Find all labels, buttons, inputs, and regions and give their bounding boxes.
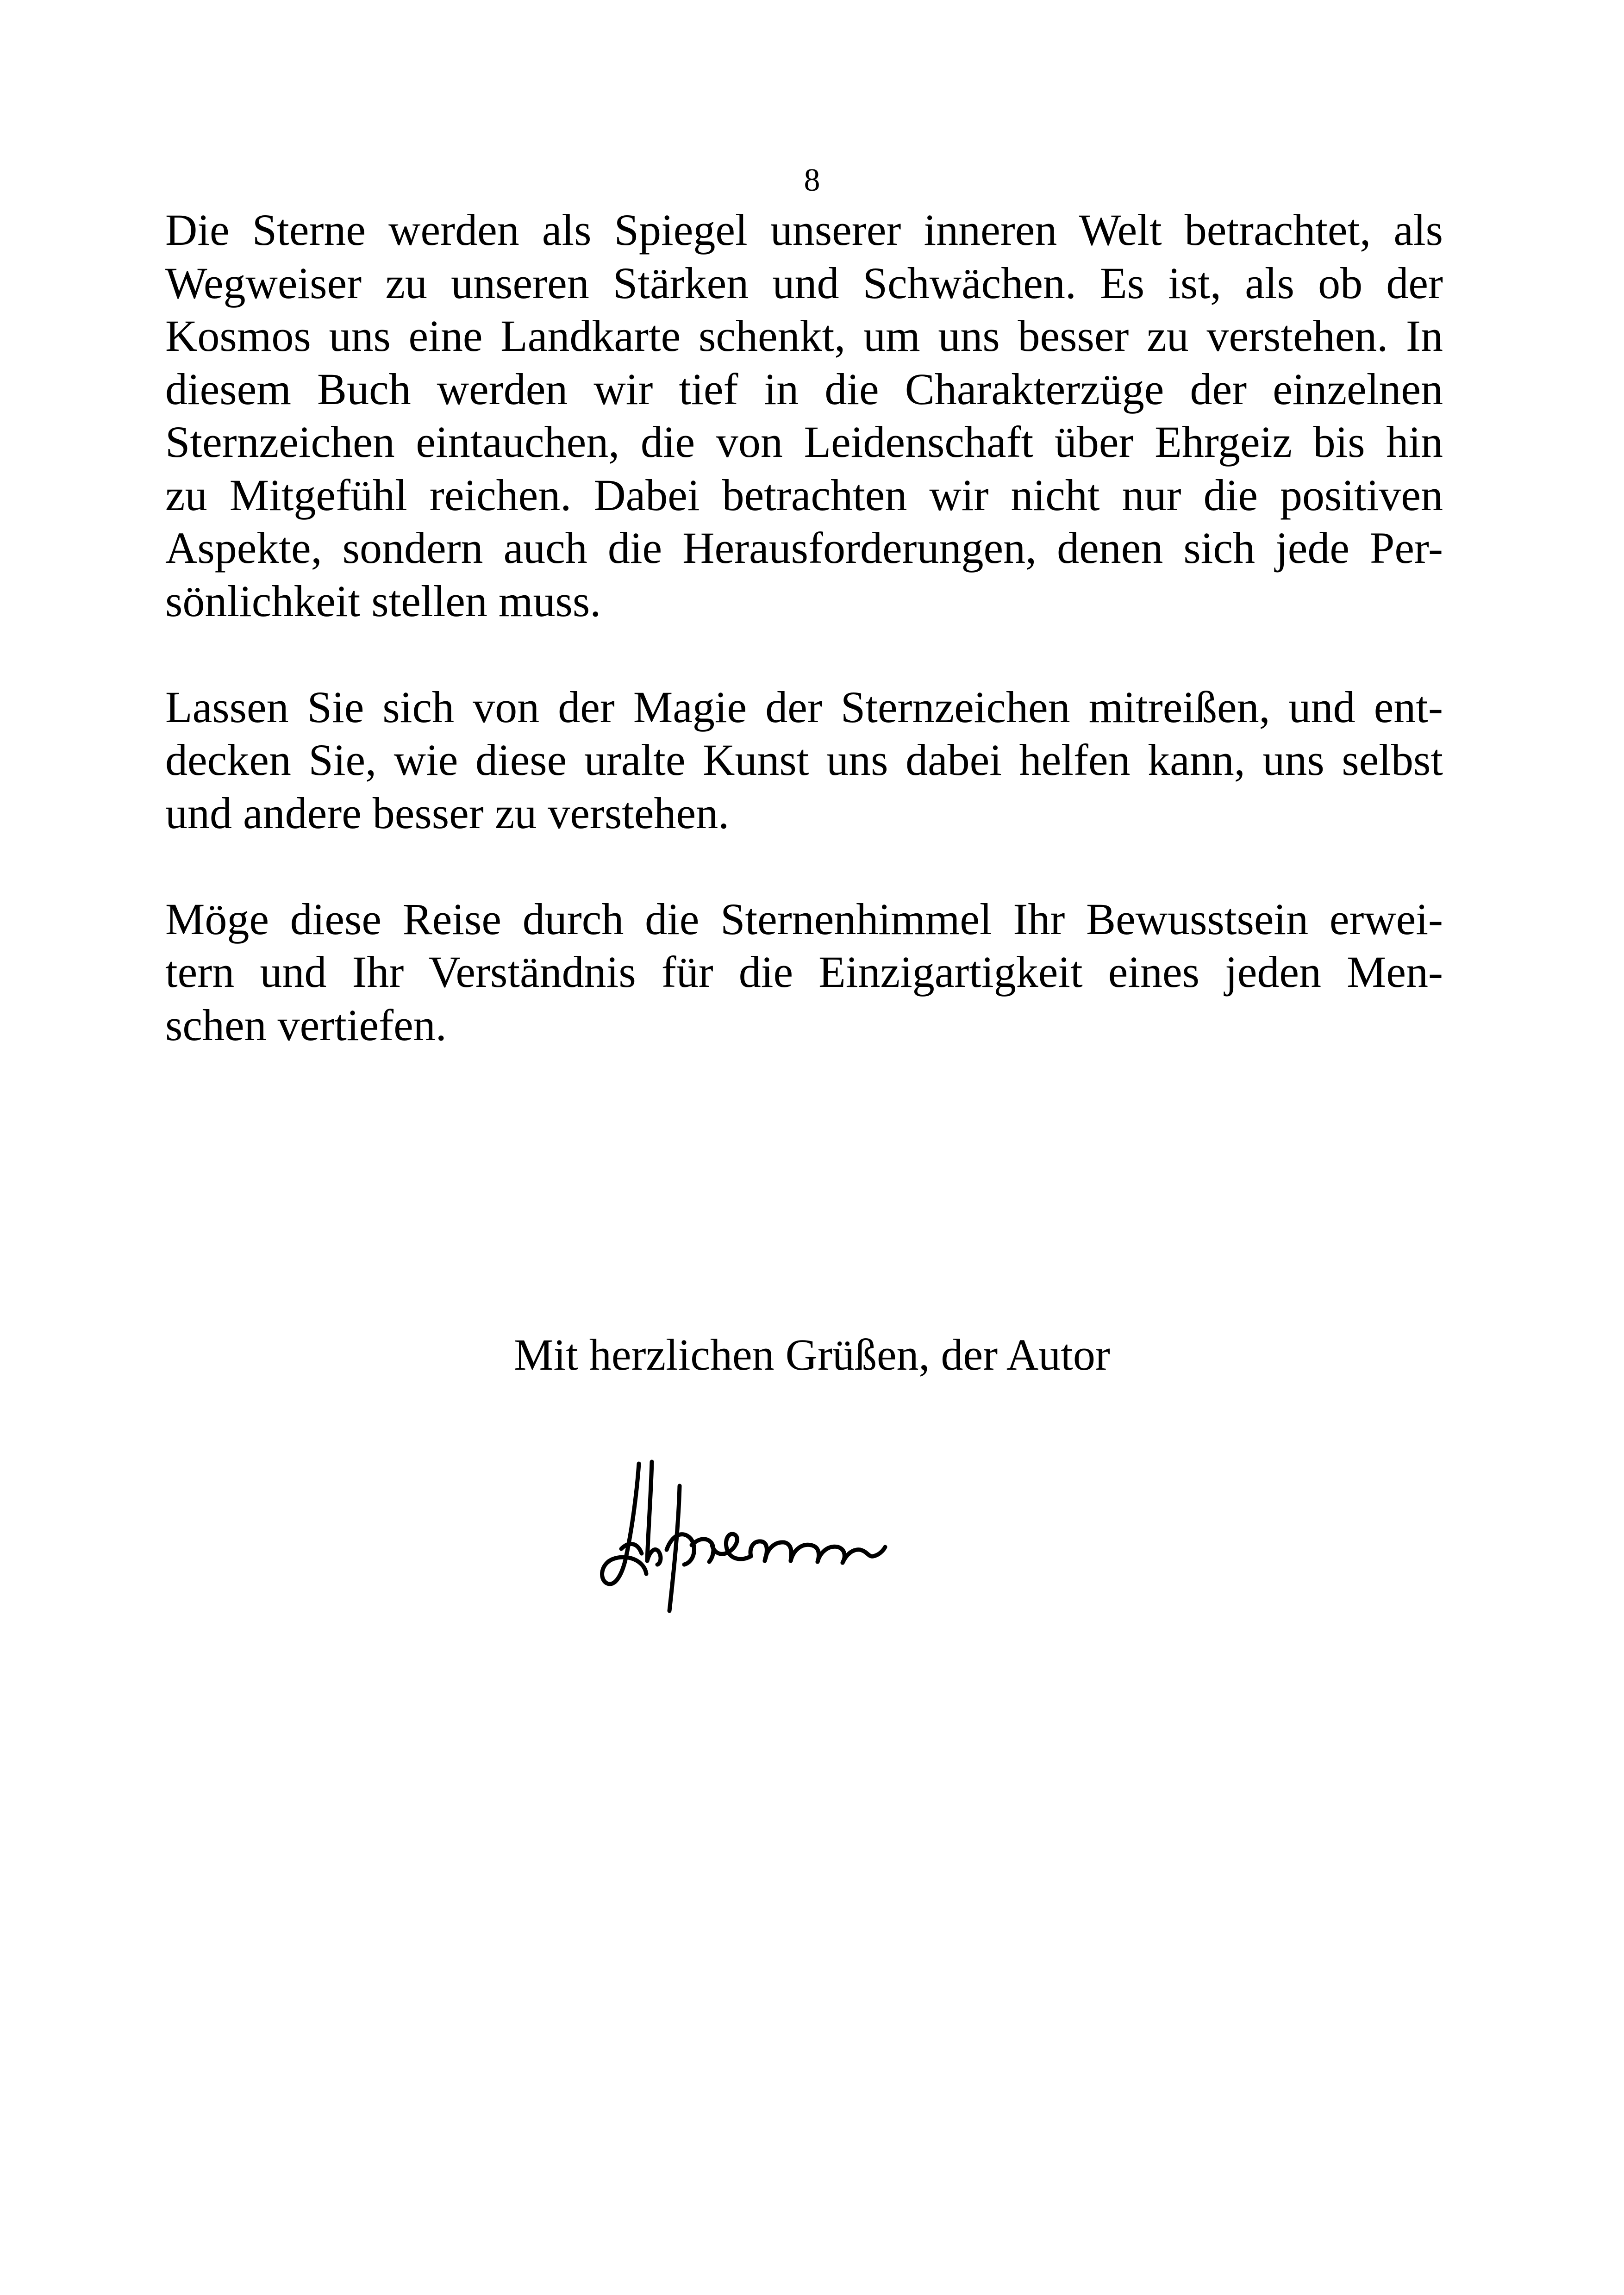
paragraph-line: zu Mitgefühl reichen. Dabei betrachten wir nicht nur die positiven bbox=[165, 470, 1443, 520]
paragraph-line: tern und Ihr Verständnis für die Einzigartigkeit eines jeden Men- bbox=[165, 947, 1443, 997]
handwritten-signature-icon bbox=[593, 1440, 944, 1634]
paragraph-line: Wegweiser zu unseren Stärken und Schwächen. Es ist, als ob der bbox=[165, 258, 1443, 308]
paragraph-gap bbox=[165, 628, 1443, 681]
paragraph-line: schen vertiefen. bbox=[165, 1000, 447, 1050]
paragraph-line: diesem Buch werden wir tief in die Charakterzüge der einzelnen bbox=[165, 364, 1443, 414]
paragraph-line: Die Sterne werden als Spiegel unserer inneren Welt betrachtet, als bbox=[165, 205, 1443, 255]
paragraph-2 bbox=[165, 681, 1443, 840]
body-text bbox=[165, 204, 1443, 1052]
paragraph-line: sönlichkeit stellen muss. bbox=[165, 576, 601, 626]
paragraph-3 bbox=[165, 893, 1443, 1052]
paragraph-line: Möge diese Reise durch die Sternenhimmel Ihr Bewusstsein erwei- bbox=[165, 894, 1443, 944]
paragraph-1 bbox=[165, 204, 1443, 628]
paragraph-line: decken Sie, wie diese uralte Kunst uns dabei helfen kann, uns selbst bbox=[165, 735, 1443, 785]
paragraph-gap bbox=[165, 840, 1443, 893]
paragraph-line: und andere besser zu verstehen. bbox=[165, 788, 730, 838]
paragraph-line: Kosmos uns eine Landkarte schenkt, um uns besser zu verstehen. In bbox=[165, 311, 1443, 361]
paragraph-line: Aspekte, sondern auch die Herausforderungen, denen sich jede Per- bbox=[165, 523, 1443, 573]
closing-greeting: Mit herzlichen Grüßen, der Autor bbox=[514, 1330, 1110, 1379]
paragraph-line: Lassen Sie sich von der Magie der Sternzeichen mitreißen, und ent- bbox=[165, 682, 1443, 732]
paragraph-line: Sternzeichen eintauchen, die von Leidenschaft über Ehrgeiz bis hin bbox=[165, 417, 1443, 467]
page-number: 8 bbox=[804, 162, 820, 198]
